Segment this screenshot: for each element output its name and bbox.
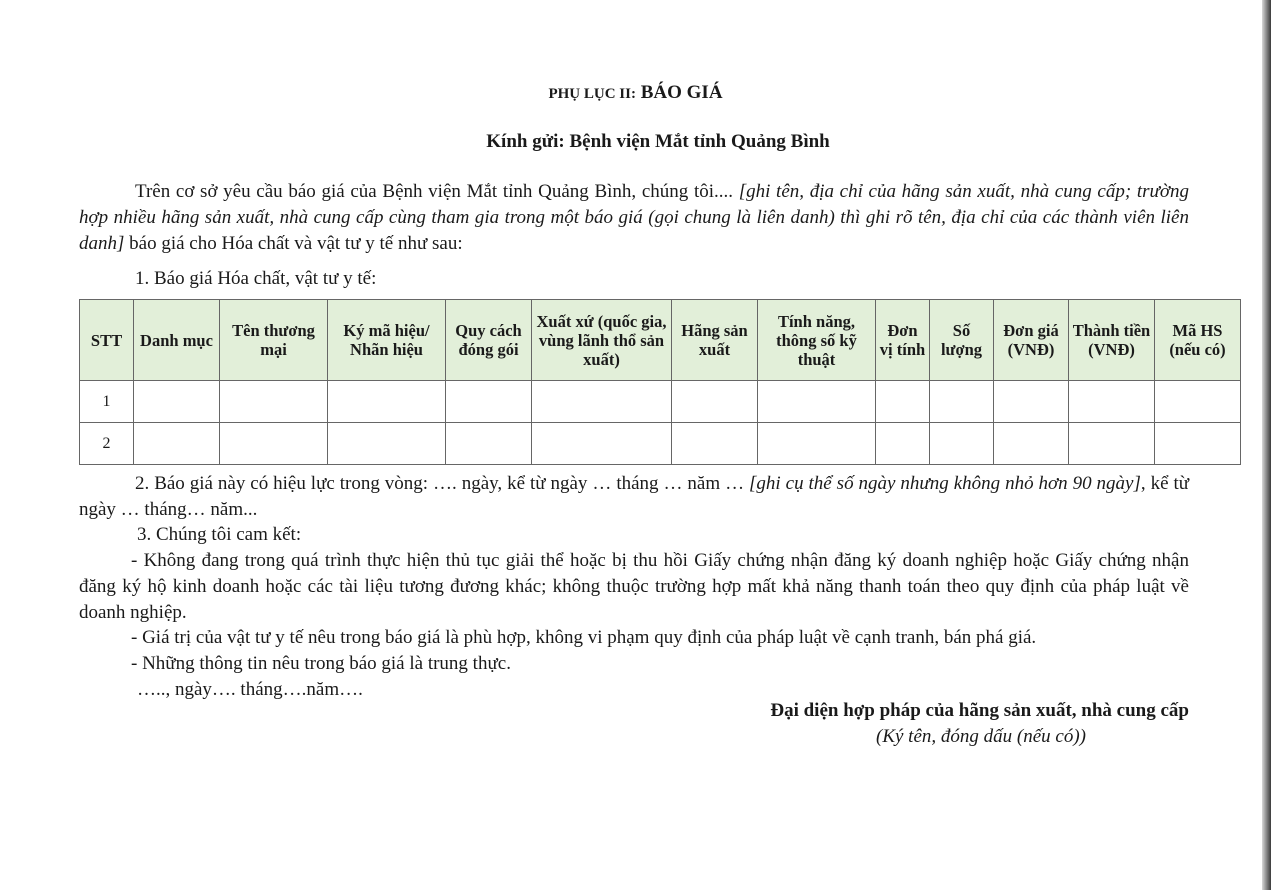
commitment-heading [79,522,1189,548]
table-cell [328,423,446,465]
commitment-item-2-text: - Giá trị của vật tư y tế nêu trong báo giá là phù hợp, không vi phạm quy định của pháp luật về cạnh tranh, bán phá giá. [131,627,1037,648]
table-row [80,423,1241,465]
header-so-luong: Số lượng [930,300,994,381]
section-1-text: 1. Báo giá Hóa chất, vật tư y tế: [135,268,377,289]
table-cell [328,381,446,423]
title-prefix: PHỤ LỤC II: [548,86,636,102]
validity-italic: [ghi cụ thể số ngày nhưng không nhỏ hơn 90 ngày] [749,473,1141,494]
table-cell [532,423,672,465]
header-ma-hs: Mã HS (nếu có) [1155,300,1241,381]
commitment-item-1 [79,548,1189,626]
salutation: Kính gửi: Bệnh viện Mắt tỉnh Quảng Bình [486,131,830,152]
header-don-vi-tinh: Đơn vị tính [876,300,930,381]
table-cell [758,381,876,423]
header-ky-ma-hieu: Ký mã hiệu/ Nhãn hiệu [328,300,446,381]
page-title [0,82,1271,104]
commitment-item-3-text: - Những thông tin nêu trong báo giá là trung thực. [131,653,511,674]
header-hang-san-xuat: Hãng sản xuất [672,300,758,381]
header-tinh-nang: Tính năng, thông số kỹ thuật [758,300,876,381]
commitment-title: 3. Chúng tôi cam kết: [137,524,302,545]
title-main: BÁO GIÁ [640,82,723,103]
table-cell [758,423,876,465]
table-cell [994,381,1069,423]
table-cell [134,381,220,423]
signature-title: Đại diện hợp pháp của hãng sản xuất, nhà cung cấp [770,700,1189,721]
header-stt: STT [80,300,134,381]
table-cell [220,423,328,465]
table-cell: 2 [80,423,134,465]
table-cell [1155,381,1241,423]
header-quy-cach: Quy cách đóng gói [446,300,532,381]
intro-italic: [ghi tên, địa chỉ của hãng sản xuất, nhà cung cấp; trường hợp nhiều hãng sản xuất, nhà cung cấp cùng tham gia trong một báo giá (gọi chung là liên danh) thì ghi rõ tên, địa chỉ của các thành viên liên danh] [79,181,1189,254]
table-cell [930,381,994,423]
header-danh-muc: Danh mục [134,300,220,381]
validity-lead: 2. Báo giá này có hiệu lực trong vòng: …. ngày, kể từ ngày … tháng … năm … [135,473,745,494]
validity-tail: , kể từ ngày … tháng… năm... [79,473,1190,520]
table-row [80,381,1241,423]
table-cell [672,381,758,423]
date-line-text: ….., ngày…. tháng….năm…. [137,679,363,700]
section-1-heading [79,266,1189,292]
table-cell [446,423,532,465]
table-cell [1069,423,1155,465]
table-cell [532,381,672,423]
header-ten-thuong-mai: Tên thương mại [220,300,328,381]
table-cell [1155,423,1241,465]
intro-tail: báo giá cho Hóa chất và vật tư y tế như sau: [129,233,463,254]
commitment-item-1-text: - Không đang trong quá trình thực hiện thủ tục giải thể hoặc bị thu hồi Giấy chứng nhận đăng ký doanh nghiệp hoặc Giấy chứng nhận đăng ký hộ kinh doanh hoặc các tài liệu tương đương khác; không thuộc trường hợp mất khả năng thanh toán theo quy định của pháp luật về doanh nghiệp. [79,550,1189,623]
table-cell [134,423,220,465]
validity-paragraph [79,471,1189,523]
commitment-item-3 [79,651,1189,677]
intro-lead: Trên cơ sở yêu cầu báo giá của Bệnh viện Mắt tỉnh Quảng Bình, chúng tôi.... [135,181,734,202]
table-cell: 1 [80,381,134,423]
quote-table [79,299,1241,465]
table-cell [446,381,532,423]
table-cell [876,381,930,423]
table-cell [1069,381,1155,423]
intro-paragraph [79,179,1189,257]
header-don-gia: Đơn giá (VNĐ) [994,300,1069,381]
table-header-row [80,300,1241,381]
commitment-item-2 [79,625,1189,651]
table-cell [672,423,758,465]
table-cell [930,423,994,465]
table-cell [994,423,1069,465]
table-cell [220,381,328,423]
signature-note: (Ký tên, đóng dấu (nếu có)) [876,726,1086,747]
header-xuat-xu: Xuất xứ (quốc gia, vùng lãnh thổ sản xuất) [532,300,672,381]
header-thanh-tien: Thành tiền (VNĐ) [1069,300,1155,381]
table-cell [876,423,930,465]
